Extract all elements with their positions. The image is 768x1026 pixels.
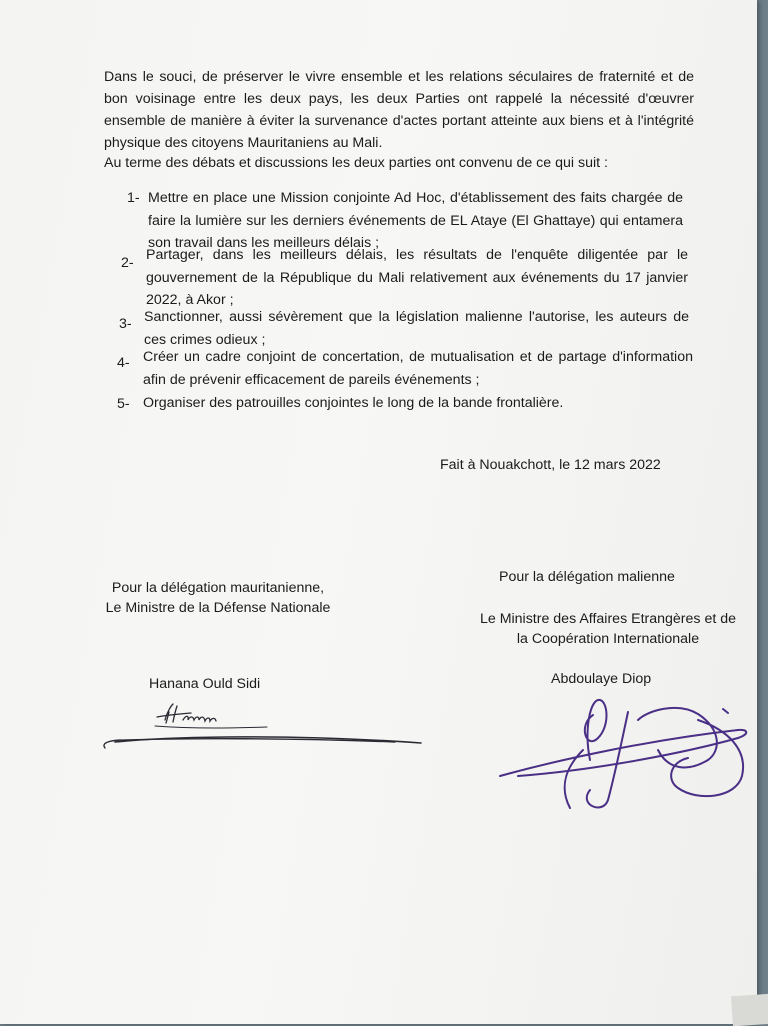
left-signatory-name: Hanana Ould Sidi xyxy=(149,676,261,692)
list-item-number: 3- xyxy=(119,316,132,332)
list-item-number: 4- xyxy=(117,355,130,371)
left-delegation: Pour la délégation mauritanienne, xyxy=(111,580,325,596)
list-item-number: 2- xyxy=(121,255,134,271)
right-signature xyxy=(498,690,758,820)
list-item-text: Organiser des patrouilles conjointes le long de la bande frontalière. xyxy=(143,395,564,411)
list-item-number: 5- xyxy=(117,396,130,412)
agreement-intro: Au terme des débats et discussions les deux parties ont convenu de ce qui suit : xyxy=(104,155,608,171)
list-item-text: Sanctionner, aussi sévèrement que la législation malienne l'autorise, les auteurs de ces crimes odieux ; xyxy=(144,309,689,348)
left-signatory-block xyxy=(87,578,349,618)
right-title-line1: Le Ministre des Affaires Etrangères et de xyxy=(479,611,737,627)
place-date: Fait à Nouakchott, le 12 mars 2022 xyxy=(440,457,661,473)
right-signatory-title xyxy=(456,609,760,649)
left-title: Le Ministre de la Défense Nationale xyxy=(105,600,331,616)
right-signatory-name: Abdoulaye Diop xyxy=(551,671,652,687)
intro-paragraph: Dans le souci, de préserver le vivre ensemble et les relations séculaires de fraternité et de bon voisinage entre les deux pays, les deux Parties ont rappelé la nécessité d'œuvrer ensemble de manière à éviter la survenance d'actes portant atteinte aux biens et à l'intégrité physique des citoyens Mauritaniens au Mali. xyxy=(104,69,694,151)
list-item-text: Mettre en place une Mission conjointe Ad Hoc, d'établissement des faits chargée de faire la lumière sur les derniers événements de EL Ataye (El Ghattaye) qui entamera son travail dans les meilleurs délais ; xyxy=(148,190,683,251)
list-item-text: Partager, dans les meilleurs délais, les résultats de l'enquête diligentée par le gouvernement de la République du Mali relativement aux événements du 17 janvier 2022, à Akor ; xyxy=(146,247,688,308)
left-signature xyxy=(95,698,425,758)
right-title-line2: la Coopération Internationale xyxy=(516,631,700,647)
list-item-text: Créer un cadre conjoint de concertation, de mutualisation et de partage d'information afin de prévenir efficacement de pareils événements ; xyxy=(143,349,693,388)
list-item-number: 1- xyxy=(127,190,140,206)
right-delegation: Pour la délégation malienne xyxy=(499,569,675,585)
page-corner xyxy=(731,994,768,1026)
